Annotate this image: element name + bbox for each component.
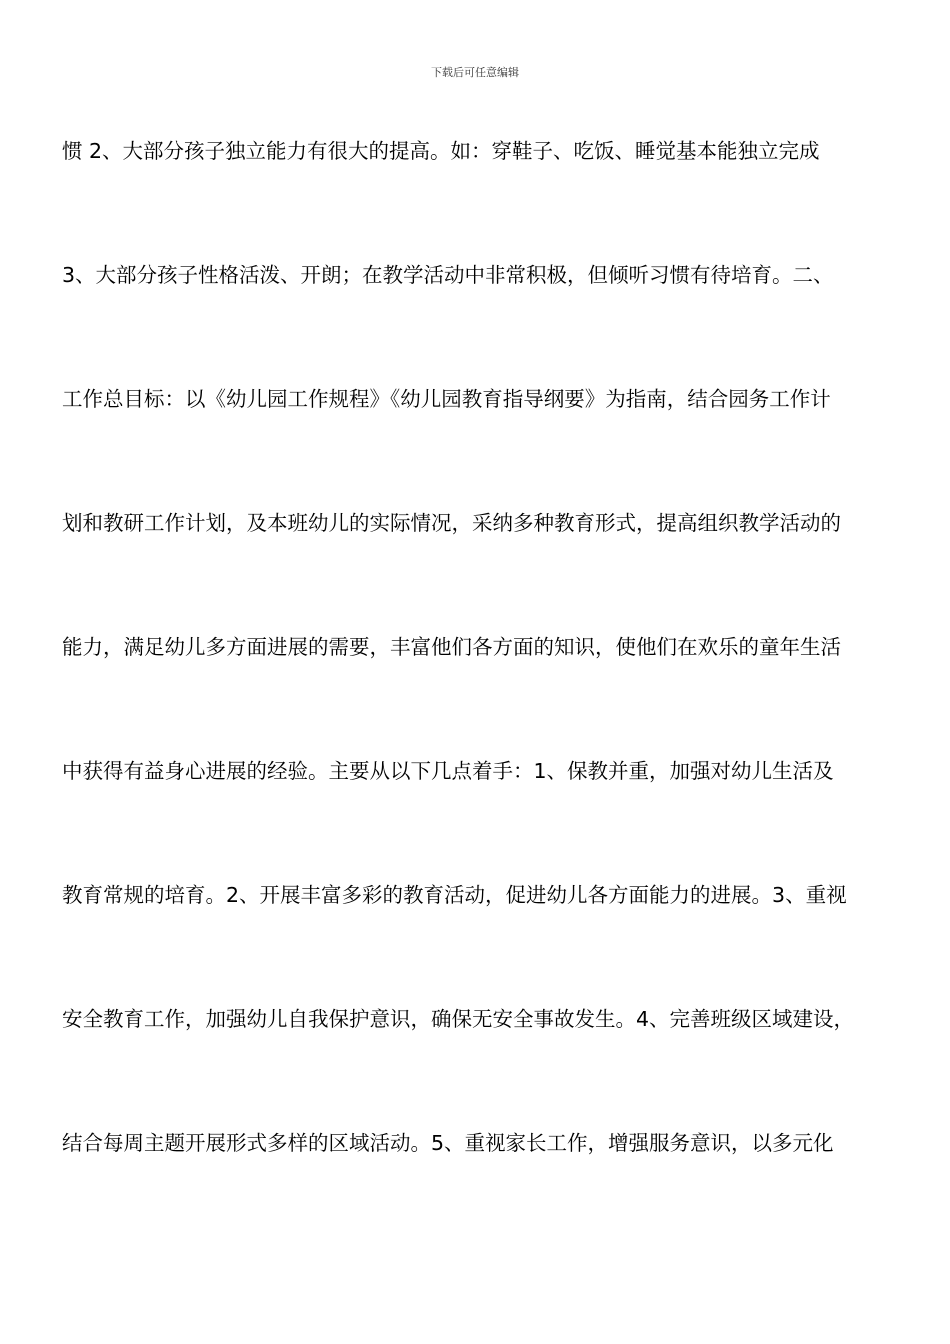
text-line: 划和教研工作计划，及本班幼儿的实际情况，采纳多种教育形式，提高组织教学活动的 (62, 511, 841, 535)
text-line: 中获得有益身心进展的经验。主要从以下几点着手：1、保教并重，加强对幼儿生活及 (62, 759, 834, 783)
text-line: 3、大部分孩子性格活泼、开朗；在教学活动中非常积极，但倾听习惯有待培育。二、 (62, 263, 834, 287)
text-line: 教育常规的培育。2、开展丰富多彩的教育活动，促进幼儿各方面能力的进展。3、重视 (62, 883, 847, 907)
text-line: 结合每周主题开展形式多样的区域活动。5、重视家长工作，增强服务意识，以多元化 (62, 1131, 834, 1155)
text-line: 能力，满足幼儿多方面进展的需要，丰富他们各方面的知识，使他们在欢乐的童年生活 (62, 635, 841, 659)
text-line: 工作总目标：以《幼儿园工作规程》《幼儿园教育指导纲要》为指南，结合园务工作计 (62, 387, 831, 411)
page-header-note: 下载后可任意编辑 (431, 66, 519, 79)
text-line: 惯 2、大部分孩子独立能力有很大的提高。如：穿鞋子、吃饭、睡觉基本能独立完成 (62, 139, 820, 163)
text-line: 安全教育工作，加强幼儿自我保护意识，确保无安全事故发生。4、完善班级区域建设， (62, 1007, 855, 1031)
